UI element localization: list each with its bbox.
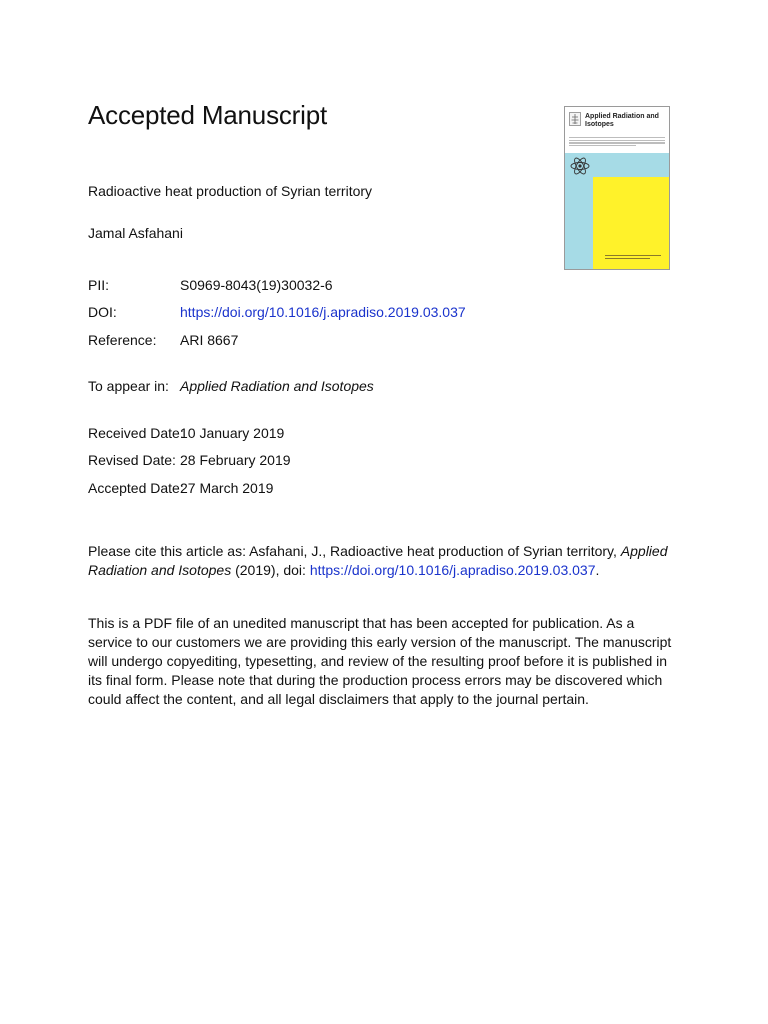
accepted-label: Accepted Date: bbox=[88, 480, 184, 496]
cover-blue-band bbox=[593, 153, 669, 177]
article-title: Radioactive heat production of Syrian territory bbox=[88, 183, 373, 199]
reference-value: ARI 8667 bbox=[180, 332, 239, 348]
cover-footer-lines bbox=[605, 255, 661, 261]
received-value: 10 January 2019 bbox=[180, 425, 285, 441]
appear-label: To appear in: bbox=[88, 378, 169, 394]
doi-link[interactable]: https://doi.org/10.1016/j.apradiso.2019.03.037 bbox=[180, 304, 466, 320]
pii-value: S0969-8043(19)30032-6 bbox=[180, 277, 333, 293]
author-name: Jamal Asfahani bbox=[88, 225, 183, 241]
revised-label: Revised Date: bbox=[88, 452, 176, 468]
doi-label: DOI: bbox=[88, 304, 117, 320]
atom-icon bbox=[569, 155, 591, 177]
appear-value: Applied Radiation and Isotopes bbox=[180, 378, 374, 394]
cite-middle: (2019), doi: bbox=[231, 562, 310, 578]
cite-suffix: . bbox=[595, 562, 600, 578]
cite-journal: Applied Radiation and Isotopes bbox=[88, 543, 668, 578]
pii-label: PII: bbox=[88, 277, 110, 293]
cover-journal-title: Applied Radiation and Isotopes bbox=[585, 113, 659, 128]
citation-paragraph bbox=[88, 542, 680, 580]
cover-subtitle-lines bbox=[569, 137, 665, 148]
revised-value: 28 February 2019 bbox=[180, 452, 291, 468]
received-label: Received Date: bbox=[88, 425, 184, 441]
page-title: Accepted Manuscript bbox=[88, 100, 327, 130]
cite-doi-link[interactable]: https://doi.org/10.1016/j.apradiso.2019.03.037 bbox=[309, 562, 596, 578]
journal-cover bbox=[564, 106, 670, 270]
accepted-value: 27 March 2019 bbox=[180, 480, 274, 496]
cite-prefix: Please cite this article as: Asfahani, J., Radioactive heat production of Syrian territory, bbox=[88, 543, 621, 559]
elsevier-logo-icon bbox=[569, 112, 581, 126]
reference-label: Reference: bbox=[88, 332, 157, 348]
disclaimer-paragraph: This is a PDF file of an unedited manuscript that has been accepted for publication. As a service to our customers we are providing this early version of the manuscript. The manuscript will undergo copyediting, typesetting, and review of the resulting proof before it is published in its final form. Please note that during the production process errors may be discovered which could affect the content, and all legal disclaimers that apply to the journal pertain. bbox=[88, 615, 672, 707]
